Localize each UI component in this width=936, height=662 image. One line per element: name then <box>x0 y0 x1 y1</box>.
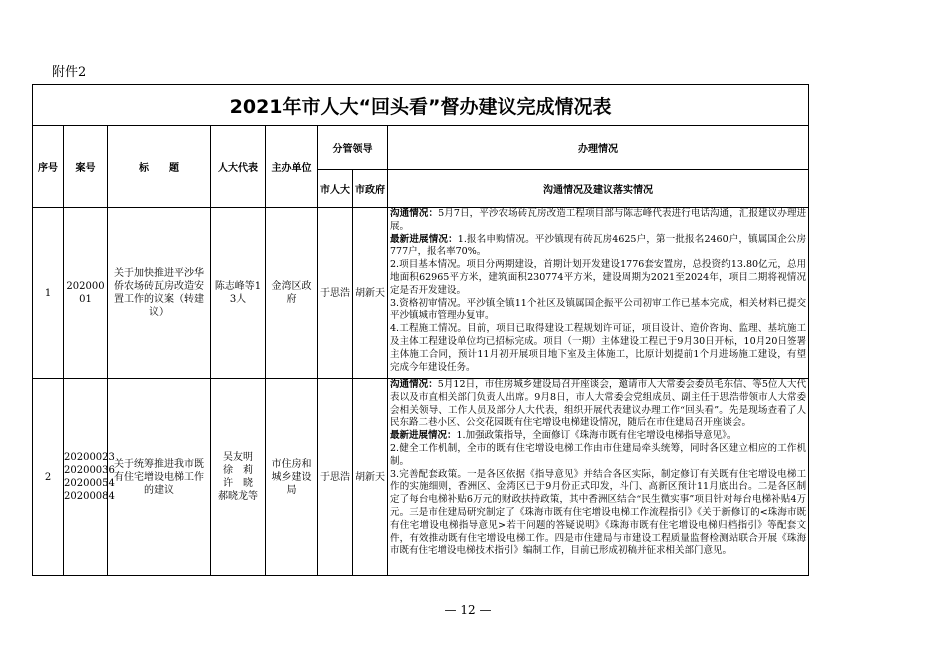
header-delegate: 人大代表 <box>211 126 266 208</box>
header-seq: 序号 <box>33 126 64 208</box>
progress-paragraph: 4.工程施工情况。目前，项目已取得建设工程规划许可证，项目设计、造价咨询、监理、基坑施工及主体工程建设单位均已招标完成。项目（一期）主体建设工程已于9月30日开标，10月20日签署主体施工合同，预计11月初开展项目地下室及主体施工，比原计划提前1个月进场施工建设，有望完成今年建设任务。 <box>390 323 807 373</box>
header-progress-sub: 沟通情况及建议落实情况 <box>388 170 809 208</box>
progress-paragraph: 2.项目基本情况。项目分两期建设，首期计划开发建设1776套安置房，总投资约13.80亿元，总用地面积62965平方米，建筑面积230774平方米，建设周期为2021至2024年，项目二期将视情况定是否开发建设。 <box>390 259 807 296</box>
row-host-unit: 金湾区政府 <box>266 208 318 379</box>
row-leader-gov: 胡新天 <box>353 208 388 379</box>
row-leader-gov: 胡新天 <box>353 379 388 576</box>
row-delegate: 吴友明 徐 莉 许 晓 郝晓龙等 <box>211 379 266 576</box>
row-leader-npc: 于思浩 <box>318 208 353 379</box>
progress-paragraph: 3.资格初审情况。平沙镇全镇11个社区及镇属国企振平公司初审工作已基本完成，相关材料已提交平沙镇城市管理办复审。 <box>390 297 807 322</box>
page-number: — 12 — <box>444 603 492 617</box>
row-progress <box>388 379 809 576</box>
row-seq: 2 <box>33 379 64 576</box>
progress-paragraph: 最新进展情况：1.报名申购情况。平沙镇现有砖瓦房4625户，第一批报名2460户，镇属国企公房777户，报名率70%。 <box>390 233 807 258</box>
header-leader-npc: 市人大 <box>318 170 353 208</box>
header-leader-gov: 市政府 <box>353 170 388 208</box>
header-progress: 办理情况 <box>388 126 809 170</box>
row-case-no: 20200001 <box>64 208 108 379</box>
table-row <box>33 208 809 379</box>
header-leadership: 分管领导 <box>318 126 388 170</box>
progress-paragraph: 最新进展情况：1.加强政策指导，全面修订《珠海市既有住宅增设电梯指导意见》。 <box>390 430 737 442</box>
row-seq: 1 <box>33 208 64 379</box>
table-row <box>33 379 809 576</box>
row-progress <box>388 208 809 379</box>
progress-paragraph: 2.健全工作机制，全市的既有住宅增设电梯工作由市住建局牵头统筹，同时各区建立相应的工作机制。 <box>390 442 807 467</box>
progress-paragraph: 沟通情况：5月12日，市住房城乡建设局召开座谈会，邀请市人大常委会委员毛东信、等5位人大代表以及市直相关部门负责人出席。9月8日，市人大常委会党组成员、副主任于思浩带领市人大常委会相关领导、工作人员及部分人大代表，组织开展代表建议办理工作“回头看”。先是现场查看了人民东路二巷小区、公交花园既有住宅增设电梯建设情况，随后在市住建局召开座谈会。 <box>390 379 807 429</box>
annex-label: 附件2 <box>52 65 87 80</box>
progress-paragraph: 3.完善配套政策。一是各区依据《指导意见》并结合各区实际，制定修订有关既有住宅增设电梯工作的实施细则，香洲区、金湾区已于9月份正式印发，斗门、高新区预计11月底出台。二是各区制定了每台电梯补贴6万元的财政扶持政策，其中香洲区结合“民生微实事”项目针对每台电梯补贴4万元。三是市住建局研究制定了《珠海市既有住宅增设电梯工作流程指引》《关于新修订的<珠海市既有住宅增设电梯指导意见>若干问题的答疑说明》《珠海市既有住宅增设电梯归档指引》等配套文件，有效推动既有住宅增设电梯工作。四是市住建局与市建设工程质量监督检测站联合开展《珠海市既有住宅增设电梯技术指引》编制工作，目前已形成初稿并征求相关部门意见。 <box>390 468 807 557</box>
progress-paragraph: 沟通情况：5月7日，平沙农场砖瓦房改造工程项目部与陈志峰代表进行电话沟通，汇报建议办理进展。 <box>390 208 807 232</box>
row-subject: 关于统筹推进我市既有住宅增设电梯工作的建议 <box>108 379 211 576</box>
supervision-table <box>32 84 809 576</box>
row-case-no: 20200023 20200036 20200054 20200084 <box>64 379 108 576</box>
row-subject: 关于加快推进平沙华侨农场砖瓦房改造安置工作的议案（转建议） <box>108 208 211 379</box>
table-title: 2021年市人大“回头看”督办建议完成情况表 <box>33 85 809 126</box>
header-case-no: 案号 <box>64 126 108 208</box>
row-host-unit: 市住房和城乡建设局 <box>266 379 318 576</box>
row-delegate: 陈志峰等13人 <box>211 208 266 379</box>
row-leader-npc: 于思浩 <box>318 379 353 576</box>
header-subject: 标 题 <box>108 126 211 208</box>
header-host-unit: 主办单位 <box>266 126 318 208</box>
